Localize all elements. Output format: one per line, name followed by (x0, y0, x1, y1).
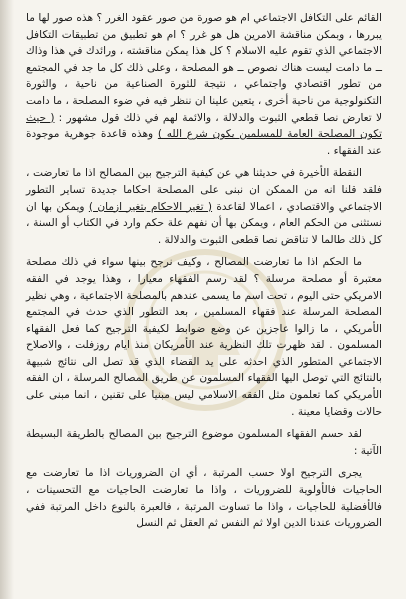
paragraph-2-tail: ويمكن بها ان نستثنى من الحكم العام ، ويمكن بها أن نفهم علة حكم وارد في الكتاب أو السنة ، كل ذلك طالما لا تناقض نصا قطعى الثبوت والدلالة . (26, 200, 382, 246)
paragraph-2 (26, 165, 382, 248)
paragraph-4: لقد حسم الفقهاء المسلمون موضوع الترجيح بين المصالح بالطريقة البسيطة الآتية : (26, 428, 382, 457)
paragraph-1-text: القائم على التكافل الاجتماعي ام هو صورة من صور عقود الغرر ؟ هذه صور لها ما يبررها ، وبمكن مناقشة الامرين هل هو غرر ؟ ام هو تطبيق من تطبيقات التكافل الاجتماعي الذي تقوم عليه الاسلام ؟ كل هذا يمكن مناقشته ، ورائدك في هذا وذاك ــ ما دامت ليست هناك نصوص ــ هو المصلحة ، وعلى ذلك كل ما جد في المجتمع من تطور اقتصادي واجتماعي ، نتيجة للثورة الصناعية من ناحية ، والثورة التكنولوجية من ناحية أخرى ، يتعين علينا ان ننظر فيه في ضوء المصلحة ، ما دامت لا تعارض نصا قطعي الثبوت والدلالة ، والائمة لهم في ذلك قول مشهور : (26, 12, 382, 124)
paragraph-2-underlined-rule: ( تغير الاحكام بتغير ازمان ) (88, 200, 213, 213)
paragraph-1-underlined-quote: ( حيث تكون المصلحة العامة للمسلمين يكون شرع الله ) (26, 111, 382, 141)
paragraph-2-text: النقطة الأخيرة في حديثنا هي عن كيفية الترجيح بين المصالح اذا ما تعارضت ، فلقد قلنا انه من الممكن ان نبنى على المصلحة احكاما جديدة تساير التطور الاجتماعي والاقتصادي ، اعمالا لقاعدة (26, 167, 382, 213)
paragraph-1-tail: وهذه قاعدة جوهرية موجودة عند الفقهاء . (26, 128, 382, 157)
paragraph-3: ما الحكم اذا ما تعارضت المصالح ، وكيف نرجح بينها سواء في ذلك مصلحة معتبرة أو مصلحة مرسلة ؟ لقد رسم الفقهاء معيارا ، وهذا يوجد في الفقه الامريكي حتى اليوم ، تحت اسم ما يسمى عندهم بالمصلحة الاجتماعية ، وهي نظير المصلحة المرسلة عند فقهاء المسلمين ، بعد التطور الذي حدث في المجتمع الأمريكي ، ما زالوا عاجزين عن وضع ضوابط لكيفية الترجيح كما فعل الفقهاء المسلمون . لقد ظهرت تلك النظرية عند الأمريكان منذ ايام روزفلت ، والاصلاح الاجتماعي المتطور الذي احدثه على يد القضاء الذي قد تصل الى نتائج شبيهة بالنتائج التي توصل اليها الفقهاء المسلمون عن طريق المصالح المرسلة ، ان الفقه الأمريكي كما تعلمون مثل الفقه الاسلامي ليس مبنيا على تقنين ، انما مبنى على حالات وقضايا معينة . (26, 256, 382, 418)
paragraph-1 (26, 10, 382, 159)
paragraph-5: يجرى الترجيح اولا حسب المرتبة ، أي ان الضروريات اذا ما تعارضت مع الحاجيات فالأولوية للضروريات ، واذا ما تعارضت الحاجيات مع التحسينات ، فالأفضلية للحاجيات ، واذا ما تساوت المرتبة ، فالعبرة بالنوع داخل المرتبة ففي الضروريات عندنا الدين اولا ثم النفس ثم العقل ثم النسل (26, 467, 382, 530)
document-body (26, 10, 382, 591)
scan-edge-shadow (0, 0, 14, 599)
